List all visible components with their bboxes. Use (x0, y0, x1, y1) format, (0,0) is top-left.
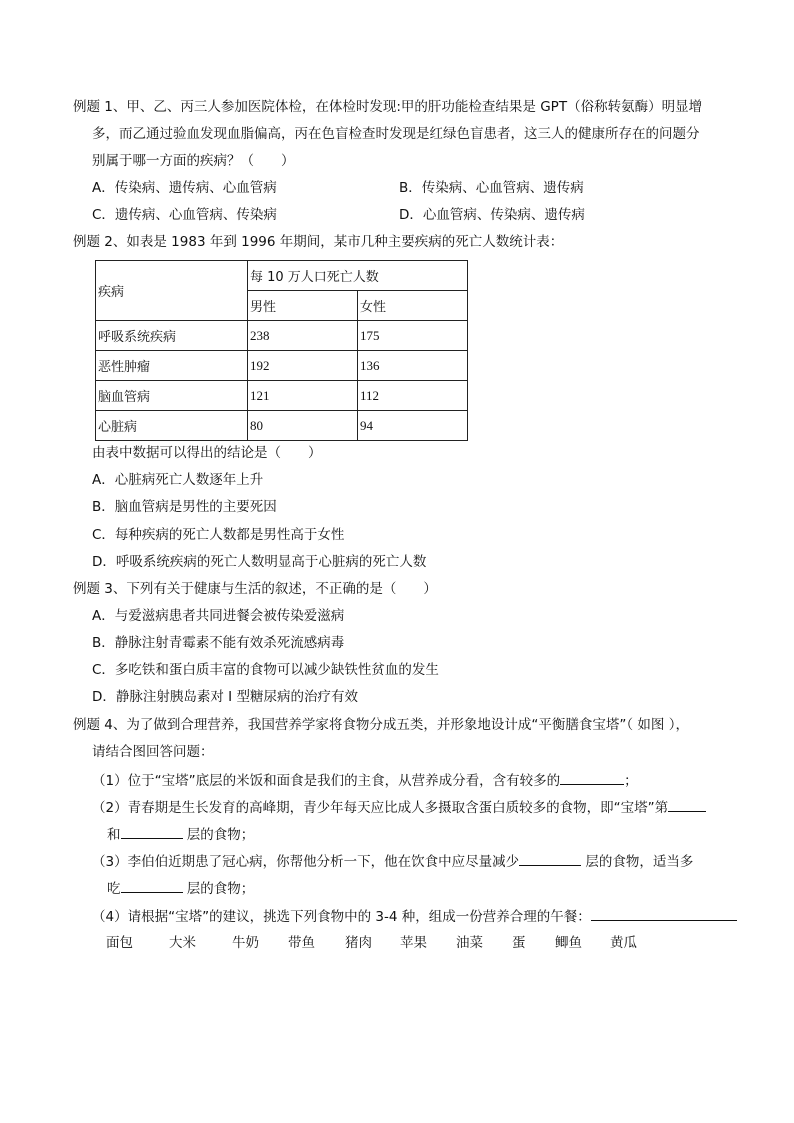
q4-part3-line1 (92, 851, 693, 871)
answer-blank[interactable] (121, 878, 183, 893)
table-row (96, 411, 468, 441)
q4-part3-end: 层的食物； (186, 881, 255, 897)
q4-part1-text: （1）位于“宝塔”底层的米饭和面食是我们的主食，从营养成分看，含有较多的 (92, 773, 561, 789)
food-item: 猪肉 (345, 935, 372, 951)
q4-part3-mid: 层的食物，适当多 (585, 854, 694, 870)
q4-part3-text: （3）李伯伯近期患了冠心病，你帮他分析一下，他在饮食中应尽量减少 (92, 854, 520, 870)
answer-blank[interactable] (121, 824, 183, 839)
answer-blank[interactable] (519, 851, 581, 866)
q1-option-c: C．遗传病、心血管病、传染病 (92, 207, 277, 223)
row-female: 112 (358, 381, 468, 411)
q3-option-a: A．与爱滋病患者共同进餐会被传染爱滋病 (92, 608, 345, 624)
row-male: 121 (248, 381, 358, 411)
row-disease: 脑血管病 (96, 381, 248, 411)
q3-stem: 例题 3、下列有关于健康与生活的叙述，不正确的是（ ） (73, 581, 437, 597)
food-item: 油菜 (456, 935, 483, 951)
q3-option-c: C．多吃铁和蛋白质丰富的食物可以减少缺铁性贫血的发生 (92, 662, 439, 678)
q4-stem-line1: 例题 4、为了做到合理营养，我国营养学家将食物分成五类，并形象地设计成“平衡膳食宝塔”（ 如图 ）， (73, 717, 689, 733)
header-male: 男性 (248, 291, 358, 321)
food-item: 面包 (106, 935, 133, 951)
q2-option-c: C．每种疾病的死亡人数都是男性高于女性 (92, 527, 345, 543)
q4-part1 (92, 770, 638, 790)
q1-stem-line1: 例题 1、甲、乙、丙三人参加医院体检，在体检时发现:甲的肝功能检查结果是 GPT（俗称转氨酶）明显增 (73, 99, 703, 115)
q4-stem-line2: 请结合图回答问题： (92, 744, 214, 760)
q2-stem: 例题 2、如表是 1983 年到 1996 年期间，某市几种主要疾病的死亡人数统计表： (73, 234, 564, 250)
row-disease: 心脏病 (96, 411, 248, 441)
q1-option-d: D．心血管病、传染病、遗传病 (399, 207, 585, 223)
q2-option-d: D．呼吸系统疾病的死亡人数明显高于心脏病的死亡人数 (92, 554, 427, 570)
food-item: 苹果 (400, 935, 427, 951)
row-disease: 恶性肿瘤 (96, 351, 248, 381)
answer-blank[interactable] (560, 770, 624, 785)
q4-part2-end: 层的食物； (186, 827, 255, 843)
table-row (96, 351, 468, 381)
q2-option-b: B．脑血管病是男性的主要死因 (92, 499, 277, 515)
table-row (96, 321, 468, 351)
row-female: 175 (358, 321, 468, 351)
q4-part2-and: 和 (107, 827, 121, 843)
row-male: 192 (248, 351, 358, 381)
mortality-table (95, 260, 468, 441)
header-female: 女性 (358, 291, 468, 321)
answer-blank[interactable] (591, 906, 737, 921)
q4-part1-end: ； (624, 773, 638, 789)
row-male: 80 (248, 411, 358, 441)
food-item: 黄瓜 (610, 935, 637, 951)
q1-option-a: A．传染病、遗传病、心血管病 (92, 180, 277, 196)
header-disease: 疾病 (96, 261, 248, 321)
q2-question: 由表中数据可以得出的结论是（ ） (92, 445, 322, 461)
q4-part2-text: （2）青春期是生长发育的高峰期，青少年每天应比成人多摄取含蛋白质较多的食物，即“宝塔”第 (92, 800, 669, 816)
header-deaths-per-100k: 每 10 万人口死亡人数 (248, 261, 468, 291)
q4-part2-line2 (107, 824, 254, 844)
q4-part3-line2 (107, 878, 254, 898)
q2-option-a: A．心脏病死亡人数逐年上升 (92, 472, 264, 488)
q4-part2-line1 (92, 797, 706, 817)
food-item: 带鱼 (288, 935, 315, 951)
q4-part4-text: （4）请根据“宝塔”的建议，挑选下列食物中的 3-4 种，组成一份营养合理的午餐： (92, 909, 591, 925)
q3-option-d: D．静脉注射胰岛素对 I 型糖尿病的治疗有效 (92, 689, 358, 705)
food-item: 大米 (169, 935, 196, 951)
food-item: 蛋 (512, 935, 526, 951)
q1-stem-line2: 多，而乙通过验血发现血脂偏高，丙在色盲检查时发现是红绿色盲患者，这三人的健康所存在的问题分 (92, 126, 700, 142)
row-female: 94 (358, 411, 468, 441)
q4-part3-eat: 吃 (107, 881, 121, 897)
table-row (96, 381, 468, 411)
q3-option-b: B．静脉注射青霉素不能有效杀死流感病毒 (92, 635, 345, 651)
food-item: 牛奶 (232, 935, 259, 951)
q4-part4 (92, 906, 737, 926)
q1-stem-line3: 别属于哪一方面的疾病？（ ） (92, 153, 295, 169)
answer-blank[interactable] (668, 797, 706, 812)
row-male: 238 (248, 321, 358, 351)
food-item: 鲫鱼 (555, 935, 582, 951)
row-female: 136 (358, 351, 468, 381)
q1-option-b: B．传染病、心血管病、遗传病 (399, 180, 584, 196)
food-list (0, 934, 794, 954)
row-disease: 呼吸系统疾病 (96, 321, 248, 351)
